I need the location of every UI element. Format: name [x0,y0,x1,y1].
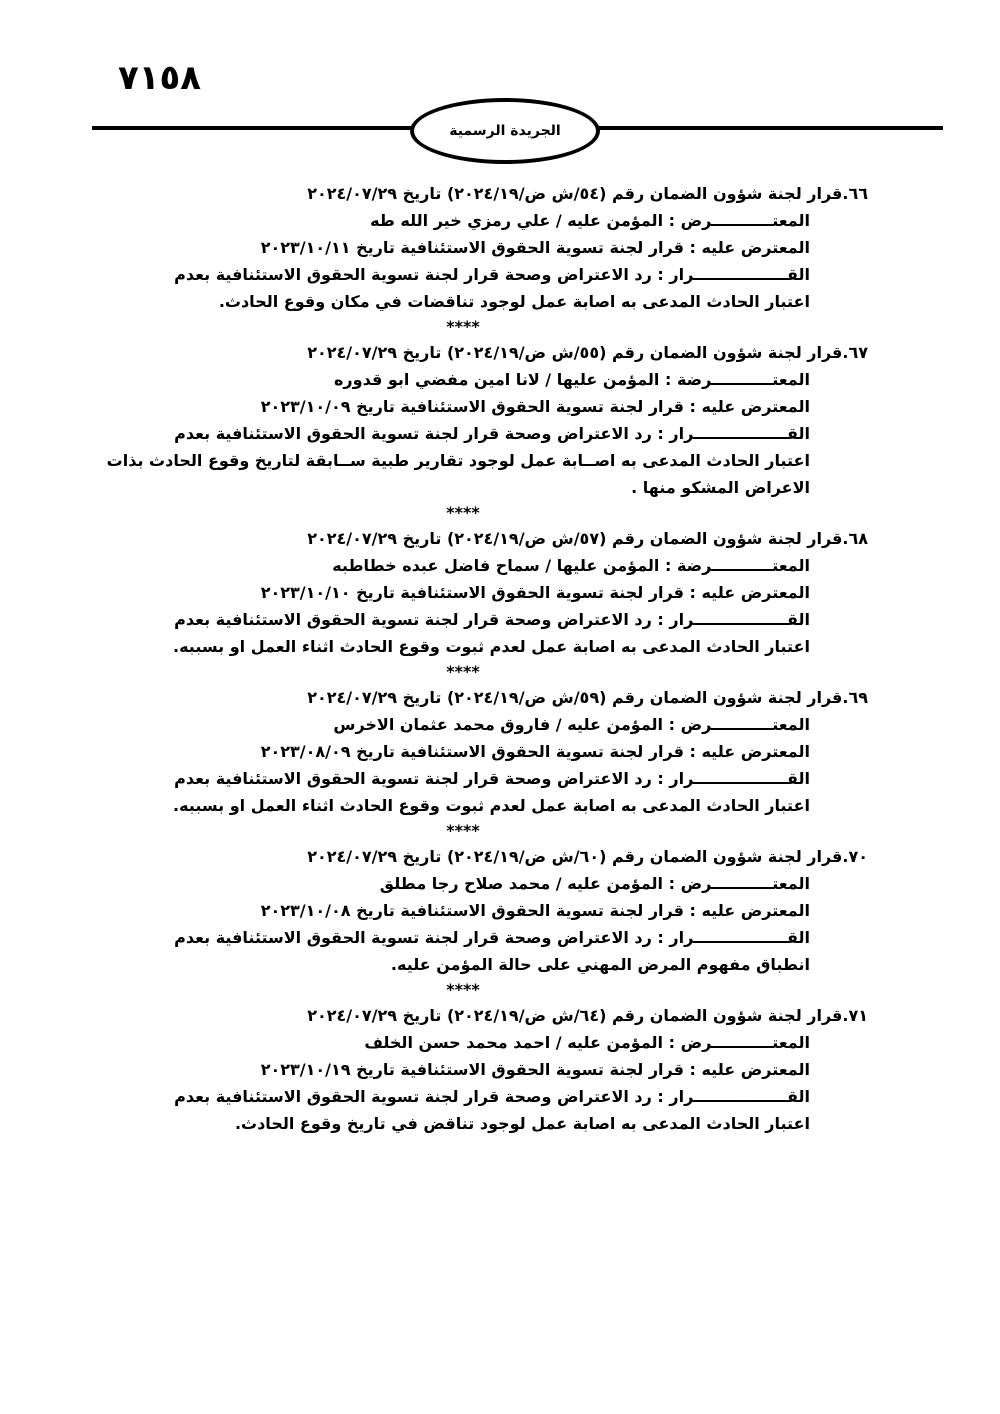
decision-entry [118,525,868,660]
entry-separator: **** [446,980,480,999]
header-rule-left [92,126,414,130]
entry-number: ٦٩. [842,688,868,707]
decisions-list [106,180,868,1137]
entry-title: قرار لجنة شؤون الضمان رقم (٦٤/ش ض/٢٠٢٤/١٩) تاريخ ٢٠٢٤/٠٧/٢٩ [307,1006,843,1025]
entry-title-line [118,843,868,870]
entry-separator: **** [446,503,480,522]
entry-decision: القـــــــــــــــــرار : رد الاعتراض وصحة قرار لجنة تسوية الحقوق الاستئنافية بعدم [174,1087,810,1106]
entry-separator: **** [446,317,480,336]
entry-title-line [118,180,868,207]
entry-title: قرار لجنة شؤون الضمان رقم (٦٠/ش ض/٢٠٢٤/١٩) تاريخ ٢٠٢٤/٠٧/٢٩ [307,847,843,866]
entry-decision-continuation: انطباق مفهوم المرض المهني على حالة المؤمن عليه. [390,955,810,974]
entry-number: ٧٠. [842,847,868,866]
entry-separator: **** [446,821,480,840]
entry-decision-continuation: اعتبار الحادث المدعى به اصابة عمل لوجود تناقض في تاريخ وقوع الحادث. [234,1114,810,1133]
entry-title-line [118,339,868,366]
entry-objected-against: المعترض عليه : قرار لجنة تسوية الحقوق الاستئنافية تاريخ ٢٠٢٣/١٠/٠٩ [260,397,810,416]
decision-entry [118,843,868,978]
entry-objector: المعتـــــــــــرضة : المؤمن عليها / سماح فاضل عبده خطاطبه [332,556,810,575]
entry-decision: القـــــــــــــــــرار : رد الاعتراض وصحة قرار لجنة تسوية الحقوق الاستئنافية بعدم [174,769,810,788]
decision-entry [118,1002,868,1137]
entry-title: قرار لجنة شؤون الضمان رقم (٥٩/ش ض/٢٠٢٤/١٩) تاريخ ٢٠٢٤/٠٧/٢٩ [307,688,843,707]
entry-decision: القـــــــــــــــــرار : رد الاعتراض وصحة قرار لجنة تسوية الحقوق الاستئنافية بعدم [174,928,810,947]
entry-title-line [118,1002,868,1029]
header-oval [410,98,600,164]
entry-decision-continuation: الاعراض المشكو منها . [631,478,810,497]
entry-objector: المعتـــــــــــرض : المؤمن عليه / محمد صلاح رجا مطلق [379,874,810,893]
entry-decision: القـــــــــــــــــرار : رد الاعتراض وصحة قرار لجنة تسوية الحقوق الاستئنافية بعدم [174,610,810,629]
entry-objector: المعتـــــــــــرضة : المؤمن عليها / لانا امين مفضي ابو قدوره [333,370,810,389]
entry-objector: المعتـــــــــــرض : المؤمن عليه / فاروق محمد عثمان الاخرس [333,715,810,734]
entry-objected-against: المعترض عليه : قرار لجنة تسوية الحقوق الاستئنافية تاريخ ٢٠٢٣/١٠/١٠ [260,583,810,602]
entry-objected-against: المعترض عليه : قرار لجنة تسوية الحقوق الاستئنافية تاريخ ٢٠٢٣/١٠/١١ [260,238,810,257]
entry-number: ٧١. [842,1006,868,1025]
entry-objector: المعتـــــــــــرض : المؤمن عليه / علي رمزي خير الله طه [370,211,810,230]
entry-decision: القـــــــــــــــــرار : رد الاعتراض وصحة قرار لجنة تسوية الحقوق الاستئنافية بعدم [174,424,810,443]
entry-objected-against: المعترض عليه : قرار لجنة تسوية الحقوق الاستئنافية تاريخ ٢٠٢٣/١٠/١٩ [260,1060,810,1079]
entry-number: ٦٦. [842,184,868,203]
entry-objector: المعتـــــــــــرض : المؤمن عليه / احمد محمد حسن الخلف [364,1033,810,1052]
gazette-title: الجريدة الرسمية [449,123,561,139]
decision-entry [118,684,868,819]
entry-objected-against: المعترض عليه : قرار لجنة تسوية الحقوق الاستئنافية تاريخ ٢٠٢٣/٠٨/٠٩ [260,742,810,761]
entry-number: ٦٨. [842,529,868,548]
entry-decision-continuation: اعتبار الحادث المدعى به اصابة عمل لعدم ثبوت وقوع الحادث اثناء العمل او بسببه. [173,796,810,815]
entry-title-line [118,525,868,552]
entry-title: قرار لجنة شؤون الضمان رقم (٥٤/ش ض/٢٠٢٤/١٩) تاريخ ٢٠٢٤/٠٧/٢٩ [307,184,843,203]
entry-objected-against: المعترض عليه : قرار لجنة تسوية الحقوق الاستئنافية تاريخ ٢٠٢٣/١٠/٠٨ [260,901,810,920]
entry-decision-continuation: اعتبار الحادث المدعى به اصابة عمل لوجود تناقضات في مكان وقوع الحادث. [218,292,810,311]
decision-entry [118,180,868,315]
entry-decision: القـــــــــــــــــرار : رد الاعتراض وصحة قرار لجنة تسوية الحقوق الاستئنافية بعدم [174,265,810,284]
entry-decision-continuation: اعتبار الحادث المدعى به اصابة عمل لعدم ثبوت وقوع الحادث اثناء العمل او بسببه. [173,637,810,656]
decision-entry [106,339,868,501]
page-number: ٧١٥٨ [118,58,202,98]
entry-number: ٦٧. [842,343,868,362]
entry-decision-continuation: اعتبار الحادث المدعى به اصــابة عمل لوجود تقارير طبية ســابقة لتاريخ وقوع الحادث بذات [106,451,810,470]
entry-title: قرار لجنة شؤون الضمان رقم (٥٥/ش ض/٢٠٢٤/١٩) تاريخ ٢٠٢٤/٠٧/٢٩ [307,343,843,362]
header-rule-right [598,126,943,130]
entry-title-line [118,684,868,711]
entry-title: قرار لجنة شؤون الضمان رقم (٥٧/ش ض/٢٠٢٤/١٩) تاريخ ٢٠٢٤/٠٧/٢٩ [307,529,843,548]
entry-separator: **** [446,662,480,681]
